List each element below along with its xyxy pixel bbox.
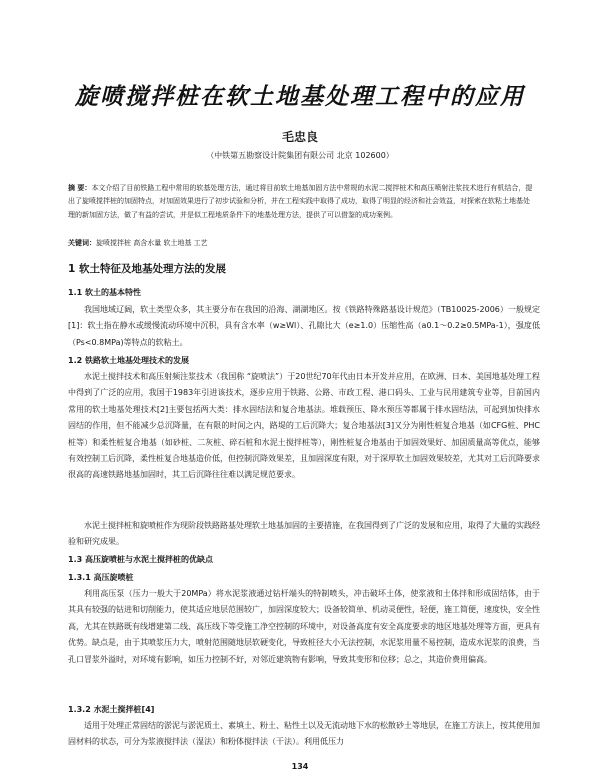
- paragraph-jet-grouting-pile: 利用高压泵（压力一般大于20MPa）将水泥浆液通过钻杆端头的特制喷头，冲击破坏土体，使浆液和土体拌和形成固结体，由于其具有较强的钻进和切削能力，使其适应地层范围较广，加固深度较大；设备较简单、机动灵便性，轻便，施工简便，速度快，安全性高，尤其在铁路既有线增建第二线、高压线下等受施工净空控制的环境中，对设备高度有安全高度要求的地区地基处理等方面，更具有优势。缺点是，由于其喷浆压力大，喷射范围随地层软硬变化，导致桩径大小无法控制，水泥浆用量不易控制，造成水泥浆的浪费，当孔口冒浆外溢时，对环境有影响，如压力控制不好，对邻近建筑物有影响，导致其变形和位移；总之，其造价费用偏高。: [68, 589, 540, 664]
- paragraph-main-measures: 水泥土搅拌桩和旋喷桩作为现阶段铁路路基处理软土地基加固的主要措施，在我国得到了广泛的发展和应用，取得了大量的实践经验和研究成果。: [68, 521, 540, 547]
- section-heading-1-3-1: 1.3.1 高压旋喷桩: [68, 573, 134, 582]
- paragraph-cement-mixing-pile: 适用于处理正常固结的淤泥与淤泥质土、素填土、粉土、粘性土以及无流动地下水的松散砂土等地层，在施工方法上，按其使用加固材料的状态，可分为浆液搅拌法（湿法）和粉体搅拌法（干法）。利用低压力: [68, 721, 540, 747]
- abstract: [68, 182, 536, 222]
- abstract-label: 摘 要：: [68, 184, 92, 192]
- section-heading-1-2: 1.2 铁路软土地基处理技术的发展: [68, 356, 189, 365]
- author-affiliation: （中铁第五勘察设计院集团有限公司 北京 102600）: [206, 151, 394, 160]
- paper-title: 旋喷搅拌桩在软土地基处理工程中的应用: [75, 83, 525, 110]
- section-heading-1-3-2: 1.3.2 水泥土搅拌桩[4]: [68, 705, 155, 714]
- paragraph-soft-soil-characteristics: 我国地域辽阔，软土类型众多，其主要分布在我国的沿海、湖湖地区。按《铁路特殊路基设计规范》（TB10025-2006）一般规定[1]：软土指在静水或缓慢流动环境中沉积，具有含水率（w≥Wl）、孔隙比大（e≥1.0）压缩性高（a0.1～0.2≥0.5MPa-1），强度低（Ps<0.8MPa)等特点的软粘土。: [68, 305, 540, 347]
- keywords-label: 关键词：: [68, 239, 96, 247]
- section-heading-1-3: 1.3 高压旋喷桩与水泥土搅拌桩的优缺点: [68, 555, 213, 564]
- paragraph-technology-development: 水泥土搅拌技术和高压射频注浆技术（我国称 “旋喷法”）于20世纪70年代由日本开发并应用，在欧洲、日本、美国地基处理工程中得到了广泛的应用，我国于1983年引进该技术，逐步应用于铁路、公路、市政工程、港口码头、工业与民用建筑专业等，目前国内常用的软土地基处理技术[2]主要包括两大类：排水固结法和复合地基法。堆载预压、降水预压等都属于排水固结法，可起到加快排水固结的作用，但不能减少总沉降量，在有限的时间之内，路堤的工后沉降大；复合地基法[3]又分为刚性桩复合地基（如CFG桩、PHC桩等）和柔性桩复合地基（如砂桩、二灰桩、碎石桩和水泥土搅拌桩等），刚性桩复合地基由于加固效果好、加固质量高等优点，能够有效控制工后沉降，柔性桩复合地基造价低，但控制沉降效果差，且加固深度有限，对于深厚软土加固效果较差，尤其对工后沉降要求很高的高速铁路地基加固时，其工后沉降往往难以满足规范要求。: [68, 372, 540, 480]
- keywords: [68, 237, 536, 250]
- section-heading-1-1: 1.1 软土的基本特性: [68, 288, 141, 297]
- section-heading-1: 1 软土特征及地基处理方法的发展: [68, 263, 226, 275]
- keywords-text: 旋喷搅拌桩 高含水量 软土地基 工艺: [96, 239, 208, 247]
- abstract-text: 本文介绍了目前铁路工程中常用的软基处理方法，通过将目前软土地基加固方法中常规的水泥二搅拌桩术和高压喷射注浆技术进行有机结合，提出了旋喷搅拌桩的加固特点，对加固效果进行了初步试验和分析，并在工程实践中取得了成功，取得了明显的经济和社会效益，对探索在软粘土地基处理的新加固方法，做了有益的尝试，并是似工程地质条件下的地基处理方法，提供了可以借鉴的成功案例。: [68, 184, 533, 219]
- author-name: 毛忠良: [281, 130, 318, 144]
- page-number: 134: [291, 762, 309, 771]
